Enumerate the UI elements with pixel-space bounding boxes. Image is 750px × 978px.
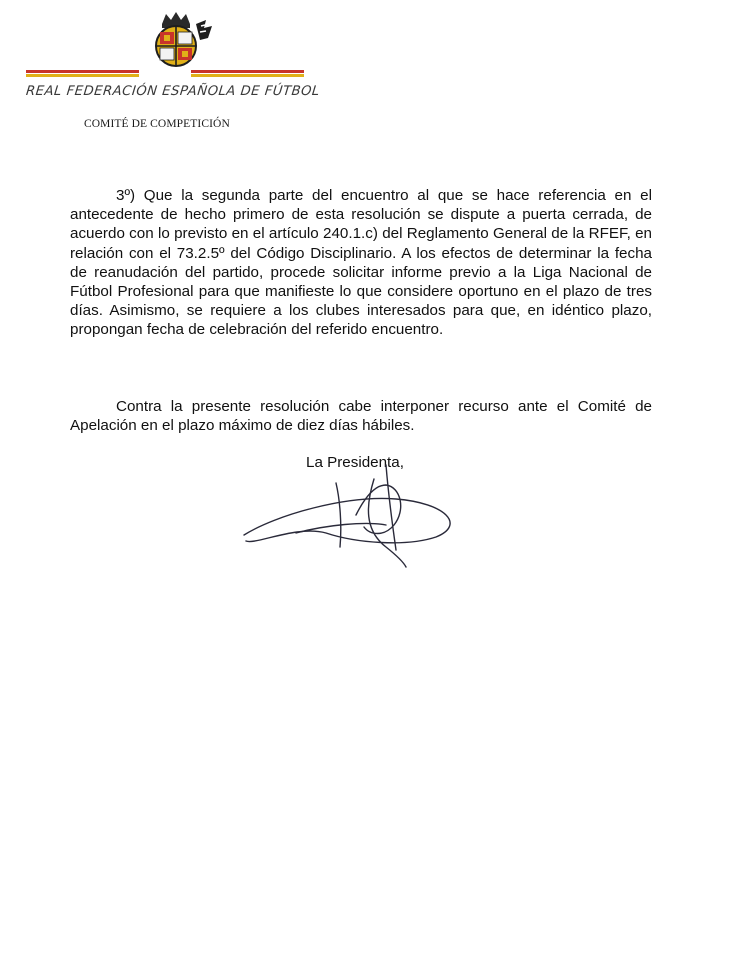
federation-name: REAL FEDERACIÓN ESPAÑOLA DE FÚTBOL: [25, 84, 321, 99]
appeal-paragraph: Contra la presente resolución cabe interponer recurso ante el Comité de Apelación en el plazo máximo de diez días hábiles.: [70, 398, 652, 435]
signature-scribble: [236, 455, 466, 570]
resolution-paragraph-3: 3º) Que la segunda parte del encuentro al que se hace referencia en el antecedente de hecho primero de esta resolución se dispute a puerta cerrada, de acuerdo con lo previsto en el artículo 240.1.c) del Reglamento General de la RFEF, en relación con el 73.2.5º del Código Disciplinario. A los efectos de determinar la fecha de reanudación del partido, procede solicitar informe previo a la Liga Nacional de Fútbol Profesional para que manifieste lo que considere oportuno en el plazo de tres días. Asimismo, se requiere a los clubes interesados para que, en idéntico plazo, propongan fecha de celebración del referido encuentro.: [70, 187, 652, 339]
letterhead: [25, 10, 321, 100]
stripe-gold-left: [26, 74, 139, 77]
stripe-red-right: [191, 70, 304, 73]
stripe-gold-right: [191, 74, 304, 77]
committee-name: COMITÉ DE COMPETICIÓN: [84, 118, 230, 130]
rfef-crest-icon: [138, 10, 218, 72]
signatory-label: La Presidenta,: [306, 454, 404, 471]
stripe-red-left: [26, 70, 139, 73]
